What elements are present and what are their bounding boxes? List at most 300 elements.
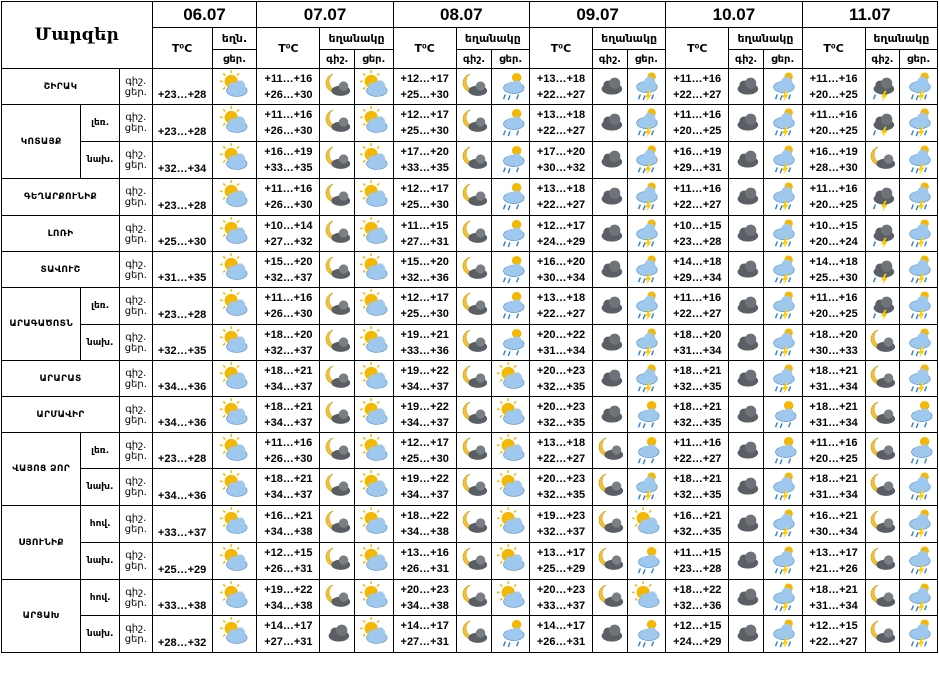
day-temp: +29…+31 bbox=[673, 162, 722, 174]
table-row bbox=[2, 433, 938, 469]
cloud-rain-icon bbox=[492, 69, 530, 105]
moon-cloud-icon bbox=[456, 506, 492, 543]
thunder-rain-icon bbox=[627, 179, 666, 216]
dark-cloud-icon bbox=[593, 288, 628, 325]
day-label: ցեր. bbox=[124, 487, 147, 498]
night-temp: +11…+16 bbox=[673, 292, 722, 304]
dark-cloud-icon bbox=[729, 69, 764, 105]
night-temp: +13…+18 bbox=[536, 436, 586, 449]
cloud-rain-icon bbox=[627, 397, 666, 433]
night-temp: +20…+22 bbox=[536, 328, 586, 341]
day-temp: +27…+31 bbox=[400, 235, 449, 248]
day-temp: +32…+35 bbox=[536, 380, 586, 393]
temp-cell bbox=[529, 179, 592, 216]
night-temp: +12…+17 bbox=[400, 183, 449, 195]
day-temp: +22…+27 bbox=[673, 199, 722, 211]
night-temp: +18…+21 bbox=[809, 473, 858, 485]
moon-cloud-icon bbox=[865, 506, 900, 543]
day-temp: +26…+31 bbox=[400, 563, 449, 575]
night-temp: +12…+17 bbox=[400, 292, 449, 304]
temp-cell bbox=[666, 506, 729, 543]
weather-header: եղանակը bbox=[729, 28, 802, 50]
temp-cell: +25…+29 bbox=[152, 543, 212, 580]
cloud-rain-icon bbox=[492, 142, 530, 179]
night-temp: +16…+19 bbox=[264, 146, 313, 158]
day-label: ցեր. bbox=[124, 561, 147, 572]
night-temp: +18…+22 bbox=[400, 510, 449, 522]
temp-cell bbox=[257, 69, 320, 105]
table-row bbox=[2, 69, 938, 105]
moon-cloud-icon bbox=[865, 469, 900, 506]
day-temp: +32…+35 bbox=[673, 489, 722, 501]
temp-cell bbox=[666, 325, 729, 361]
day-temp: +20…+25 bbox=[809, 199, 858, 211]
temp-cell: +23…+28 bbox=[152, 179, 212, 216]
moon-cloud-icon bbox=[456, 288, 492, 325]
sun-cloud-icon bbox=[355, 543, 394, 580]
day-label: ցեր. bbox=[124, 524, 147, 535]
day-temp: +20…+25 bbox=[809, 125, 858, 137]
moon-cloud-icon bbox=[320, 506, 355, 543]
table-row bbox=[2, 216, 938, 252]
night-label: գիշ. bbox=[125, 550, 147, 561]
thunder-rain-icon bbox=[763, 142, 802, 179]
subregion-name: նախ. bbox=[81, 469, 120, 506]
sun-cloud-icon bbox=[212, 69, 257, 105]
moon-cloud-icon bbox=[456, 361, 492, 397]
sun-cloud-icon bbox=[355, 616, 394, 653]
moon-cloud-icon bbox=[865, 433, 900, 469]
storm-cloud-icon bbox=[865, 288, 900, 325]
sun-cloud-icon bbox=[212, 433, 257, 469]
temp-cell bbox=[257, 469, 320, 506]
night-temp: +19…+22 bbox=[400, 400, 449, 413]
night-temp: +11…+16 bbox=[809, 183, 858, 195]
moon-cloud-icon bbox=[593, 543, 628, 580]
dark-cloud-icon bbox=[729, 433, 764, 469]
date-header: 11.07 bbox=[802, 2, 937, 28]
cloud-rain-icon bbox=[627, 543, 666, 580]
day-temp: +22…+27 bbox=[673, 308, 722, 320]
night-temp: +14…+18 bbox=[809, 255, 858, 268]
sun-cloud-icon bbox=[212, 506, 257, 543]
night-label: գիշ. bbox=[125, 75, 147, 87]
night-temp: +17…+20 bbox=[400, 146, 449, 158]
temp-header: T⁰C bbox=[257, 28, 320, 69]
dark-cloud-icon bbox=[593, 69, 628, 105]
dark-cloud-icon bbox=[729, 252, 764, 288]
temp-cell: +33…+37 bbox=[152, 506, 212, 543]
night-temp: +12…+17 bbox=[400, 72, 449, 85]
sun-cloud-icon bbox=[212, 252, 257, 288]
day-night-label bbox=[120, 506, 153, 543]
temp-cell bbox=[802, 543, 865, 580]
night-temp: +18…+21 bbox=[673, 364, 722, 377]
day-temp: +25…+30 bbox=[400, 88, 449, 101]
sun-cloud-icon bbox=[212, 142, 257, 179]
sun-cloud-icon bbox=[492, 433, 530, 469]
day-temp: +34…+37 bbox=[400, 416, 449, 429]
cloud-rain-icon bbox=[492, 105, 530, 142]
temp-cell: +32…+34 bbox=[152, 142, 212, 179]
region-name: ԱՐԱՐԱՏ bbox=[2, 361, 120, 397]
table-row bbox=[2, 543, 938, 580]
moon-cloud-icon bbox=[456, 142, 492, 179]
temp-cell bbox=[666, 142, 729, 179]
day-label: ցեր. bbox=[124, 306, 147, 317]
day-temp: +33…+35 bbox=[400, 162, 449, 174]
night-temp: +11…+16 bbox=[809, 292, 858, 304]
temp-header: T⁰C bbox=[152, 28, 212, 69]
table-row bbox=[2, 288, 938, 325]
temp-cell bbox=[257, 361, 320, 397]
day-temp: +22…+27 bbox=[536, 199, 586, 211]
dark-cloud-icon bbox=[593, 179, 628, 216]
table-row bbox=[2, 179, 938, 216]
thunder-rain-icon bbox=[900, 252, 938, 288]
temp-cell: +25…+30 bbox=[152, 216, 212, 252]
night-temp: +13…+17 bbox=[536, 547, 586, 559]
subregion-name: նախ. bbox=[81, 543, 120, 580]
night-temp: +12…+15 bbox=[673, 620, 722, 632]
night-temp: +16…+21 bbox=[264, 510, 313, 522]
temp-cell bbox=[529, 216, 592, 252]
temp-cell bbox=[257, 543, 320, 580]
thunder-rain-icon bbox=[900, 142, 938, 179]
thunder-rain-icon bbox=[627, 469, 666, 506]
dark-cloud-icon bbox=[593, 616, 628, 653]
sun-cloud-icon bbox=[355, 288, 394, 325]
region-name: ԱՐՑԱԽ bbox=[2, 580, 81, 653]
cloud-rain-icon bbox=[492, 325, 530, 361]
sun-cloud-icon bbox=[355, 105, 394, 142]
day-temp: +26…+30 bbox=[264, 88, 313, 101]
moon-cloud-icon bbox=[593, 433, 628, 469]
day-header: ցեր. bbox=[763, 50, 802, 69]
night-temp: +12…+17 bbox=[400, 436, 449, 449]
temp-cell bbox=[393, 361, 456, 397]
night-temp: +17…+20 bbox=[536, 146, 586, 158]
cloud-rain-icon bbox=[627, 433, 666, 469]
sun-cloud-icon bbox=[212, 216, 257, 252]
temp-cell bbox=[529, 397, 592, 433]
night-label: գիշ. bbox=[125, 186, 147, 197]
night-temp: +16…+19 bbox=[809, 146, 858, 158]
day-temp: +25…+30 bbox=[400, 452, 449, 465]
day-temp: +26…+30 bbox=[264, 452, 313, 465]
region-name: ԳԵՂԱՐՔՈՒՆԻՔ bbox=[2, 179, 120, 216]
thunder-rain-icon bbox=[763, 469, 802, 506]
temp-cell: +32…+35 bbox=[152, 325, 212, 361]
night-temp: +20…+23 bbox=[536, 583, 586, 596]
moon-cloud-icon bbox=[456, 325, 492, 361]
temp-cell bbox=[393, 433, 456, 469]
day-temp: +32…+35 bbox=[673, 526, 722, 538]
table-row bbox=[2, 506, 938, 543]
day-temp: +28…+30 bbox=[809, 162, 858, 174]
moon-cloud-icon bbox=[320, 179, 355, 216]
moon-cloud-icon bbox=[865, 361, 900, 397]
day-label: ցեր. bbox=[124, 269, 147, 281]
night-header: գիշ. bbox=[729, 50, 764, 69]
thunder-rain-icon bbox=[763, 361, 802, 397]
night-temp: +18…+21 bbox=[673, 473, 722, 485]
subregion-name: նախ. bbox=[81, 325, 120, 361]
temp-cell bbox=[393, 142, 456, 179]
day-temp: +22…+27 bbox=[536, 308, 586, 320]
day-temp: +22…+27 bbox=[673, 88, 722, 101]
sun-cloud-icon bbox=[212, 325, 257, 361]
day-temp: +32…+37 bbox=[536, 526, 586, 538]
temp-cell bbox=[393, 252, 456, 288]
day-temp: +22…+27 bbox=[536, 88, 586, 101]
night-temp: +13…+18 bbox=[536, 292, 586, 304]
moon-cloud-icon bbox=[456, 543, 492, 580]
night-temp: +11…+16 bbox=[264, 292, 313, 304]
subregion-name: հով. bbox=[81, 580, 120, 616]
cloud-rain-icon bbox=[492, 616, 530, 653]
day-temp: +33…+36 bbox=[400, 344, 449, 357]
night-temp: +11…+16 bbox=[673, 183, 722, 195]
day-night-label bbox=[120, 69, 153, 105]
sun-cloud-icon bbox=[355, 506, 394, 543]
day-temp: +20…+24 bbox=[809, 235, 858, 248]
day-label: ցեր. bbox=[124, 597, 147, 609]
storm-cloud-icon bbox=[865, 216, 900, 252]
table-row bbox=[2, 580, 938, 616]
night-temp: +18…+21 bbox=[264, 473, 313, 485]
night-temp: +14…+18 bbox=[673, 255, 722, 268]
night-temp: +13…+18 bbox=[536, 72, 586, 85]
temp-cell bbox=[257, 105, 320, 142]
thunder-rain-icon bbox=[627, 288, 666, 325]
temp-cell bbox=[257, 288, 320, 325]
night-label: գիշ. bbox=[125, 403, 147, 415]
temp-cell bbox=[529, 616, 592, 653]
temp-cell bbox=[529, 580, 592, 616]
temp-cell bbox=[529, 543, 592, 580]
thunder-rain-icon bbox=[763, 69, 802, 105]
sun-cloud-icon bbox=[492, 397, 530, 433]
day-night-label bbox=[120, 469, 153, 506]
day-temp: +24…+29 bbox=[673, 636, 722, 648]
sun-cloud-icon bbox=[212, 105, 257, 142]
night-temp: +16…+20 bbox=[536, 255, 586, 268]
temp-cell bbox=[393, 216, 456, 252]
night-label: գիշ. bbox=[125, 367, 147, 379]
temp-cell bbox=[257, 506, 320, 543]
thunder-rain-icon bbox=[627, 105, 666, 142]
temp-cell bbox=[393, 397, 456, 433]
thunder-rain-icon bbox=[763, 325, 802, 361]
day-temp: +30…+32 bbox=[536, 162, 586, 174]
day-header: ցեր. bbox=[900, 50, 938, 69]
thunder-rain-icon bbox=[627, 69, 666, 105]
day-temp: +32…+36 bbox=[673, 599, 722, 612]
thunder-rain-icon bbox=[763, 105, 802, 142]
temp-cell bbox=[529, 506, 592, 543]
thunder-rain-icon bbox=[763, 179, 802, 216]
region-name: ԱՐԱԳԱԾՈՏՆ bbox=[2, 288, 81, 361]
temp-cell: +33…+38 bbox=[152, 580, 212, 616]
temp-cell bbox=[802, 469, 865, 506]
night-temp: +16…+19 bbox=[673, 146, 722, 158]
temp-cell bbox=[802, 216, 865, 252]
thunder-rain-icon bbox=[900, 543, 938, 580]
thunder-rain-icon bbox=[900, 69, 938, 105]
temp-cell bbox=[666, 69, 729, 105]
temp-cell bbox=[257, 325, 320, 361]
temp-cell bbox=[257, 142, 320, 179]
thunder-rain-icon bbox=[900, 616, 938, 653]
day-temp: +30…+34 bbox=[536, 271, 586, 284]
night-temp: +18…+20 bbox=[264, 328, 313, 341]
sun-cloud-icon bbox=[492, 543, 530, 580]
moon-cloud-icon bbox=[865, 142, 900, 179]
sun-cloud-icon bbox=[212, 361, 257, 397]
temp-cell bbox=[666, 543, 729, 580]
temp-cell bbox=[802, 252, 865, 288]
temp-cell bbox=[666, 252, 729, 288]
sun-cloud-icon bbox=[355, 433, 394, 469]
night-temp: +18…+20 bbox=[809, 328, 858, 341]
night-temp: +19…+21 bbox=[400, 328, 449, 341]
temp-cell bbox=[393, 506, 456, 543]
temp-cell bbox=[666, 179, 729, 216]
temp-cell bbox=[666, 397, 729, 433]
temp-cell: +31…+35 bbox=[152, 252, 212, 288]
temp-cell bbox=[666, 433, 729, 469]
region-name: ԿՈՏԱՅՔ bbox=[2, 105, 81, 179]
sun-cloud-icon bbox=[212, 469, 257, 506]
moon-cloud-icon bbox=[456, 616, 492, 653]
night-temp: +14…+17 bbox=[400, 620, 449, 632]
day-temp: +33…+37 bbox=[536, 599, 586, 612]
day-temp: +30…+33 bbox=[809, 344, 858, 357]
temp-cell bbox=[529, 252, 592, 288]
night-temp: +10…+14 bbox=[264, 219, 313, 232]
subregion-name: նախ. bbox=[81, 142, 120, 179]
night-temp: +20…+23 bbox=[536, 364, 586, 377]
day-temp: +27…+31 bbox=[400, 636, 449, 648]
night-temp: +18…+20 bbox=[673, 328, 722, 341]
sun-cloud-icon bbox=[492, 580, 530, 616]
sun-cloud-icon bbox=[355, 69, 394, 105]
day-night-label bbox=[120, 105, 153, 142]
day-temp: +31…+34 bbox=[673, 344, 722, 357]
sun-cloud-icon bbox=[212, 179, 257, 216]
thunder-rain-icon bbox=[763, 580, 802, 616]
table-row bbox=[2, 397, 938, 433]
moon-cloud-icon bbox=[456, 580, 492, 616]
night-temp: +19…+22 bbox=[264, 583, 313, 596]
day-temp: +32…+35 bbox=[673, 416, 722, 429]
day-temp: +34…+38 bbox=[264, 599, 313, 612]
day-header: ցեր. bbox=[627, 50, 666, 69]
night-temp: +13…+18 bbox=[536, 183, 586, 195]
temp-cell bbox=[802, 433, 865, 469]
cloud-rain-icon bbox=[900, 397, 938, 433]
forecast-table bbox=[1, 1, 938, 653]
night-temp: +13…+18 bbox=[536, 109, 586, 121]
night-label: գիշ. bbox=[125, 513, 147, 524]
temp-cell bbox=[393, 288, 456, 325]
moon-cloud-icon bbox=[320, 397, 355, 433]
dark-cloud-icon bbox=[593, 216, 628, 252]
cloud-rain-icon bbox=[492, 216, 530, 252]
sun-cloud-icon bbox=[355, 252, 394, 288]
temp-cell bbox=[393, 580, 456, 616]
night-temp: +18…+21 bbox=[673, 400, 722, 413]
night-label: գիշ. bbox=[125, 331, 147, 343]
night-temp: +19…+22 bbox=[400, 473, 449, 485]
day-night-label bbox=[120, 288, 153, 325]
temp-cell bbox=[393, 469, 456, 506]
thunder-rain-icon bbox=[763, 616, 802, 653]
dark-cloud-icon bbox=[593, 397, 628, 433]
cloud-rain-icon bbox=[763, 397, 802, 433]
table-row bbox=[2, 361, 938, 397]
temp-cell bbox=[802, 179, 865, 216]
dark-cloud-icon bbox=[593, 361, 628, 397]
night-label: գիշ. bbox=[125, 222, 147, 234]
day-night-label bbox=[120, 361, 153, 397]
dark-cloud-icon bbox=[729, 288, 764, 325]
weather-header: եղանակը bbox=[320, 28, 393, 50]
table-row bbox=[2, 252, 938, 288]
moon-cloud-icon bbox=[865, 397, 900, 433]
moon-cloud-icon bbox=[593, 469, 628, 506]
day-temp: +26…+30 bbox=[264, 199, 313, 211]
day-temp: +31…+34 bbox=[809, 380, 858, 393]
temp-cell: +23…+28 bbox=[152, 105, 212, 142]
subregion-name: հով. bbox=[81, 506, 120, 543]
region-column-header: Մարզեր bbox=[2, 2, 153, 69]
thunder-rain-icon bbox=[627, 361, 666, 397]
day-temp: +32…+37 bbox=[264, 344, 313, 357]
night-label: գիշ. bbox=[125, 623, 147, 634]
day-temp: +25…+30 bbox=[400, 125, 449, 137]
day-temp: +20…+25 bbox=[673, 125, 722, 137]
weather-header: եղանակը bbox=[865, 28, 937, 50]
dark-cloud-icon bbox=[729, 105, 764, 142]
moon-cloud-icon bbox=[320, 252, 355, 288]
day-temp: +34…+37 bbox=[400, 380, 449, 393]
sun-cloud-icon bbox=[492, 506, 530, 543]
night-temp: +11…+16 bbox=[673, 109, 722, 121]
day-label: ցեր. bbox=[124, 233, 147, 245]
night-temp: +11…+16 bbox=[673, 436, 722, 449]
night-temp: +19…+23 bbox=[536, 510, 586, 522]
thunder-rain-icon bbox=[900, 506, 938, 543]
dark-cloud-icon bbox=[729, 580, 764, 616]
day-header: ցեր. bbox=[355, 50, 394, 69]
sun-cloud-icon bbox=[492, 361, 530, 397]
day-temp: +20…+25 bbox=[809, 452, 858, 465]
moon-cloud-icon bbox=[320, 142, 355, 179]
day-temp: +26…+30 bbox=[264, 125, 313, 137]
day-label: ցեր. bbox=[124, 450, 147, 462]
day-temp: +22…+27 bbox=[536, 125, 586, 137]
sun-cloud-icon bbox=[627, 506, 666, 543]
night-label: գիշ. bbox=[125, 295, 147, 306]
day-temp: +31…+34 bbox=[536, 344, 586, 357]
moon-cloud-icon bbox=[456, 433, 492, 469]
sun-cloud-icon bbox=[355, 216, 394, 252]
region-name: ՏԱՎՈՒՇ bbox=[2, 252, 120, 288]
night-header: գիշ. bbox=[456, 50, 492, 69]
night-temp: +14…+17 bbox=[264, 620, 313, 632]
